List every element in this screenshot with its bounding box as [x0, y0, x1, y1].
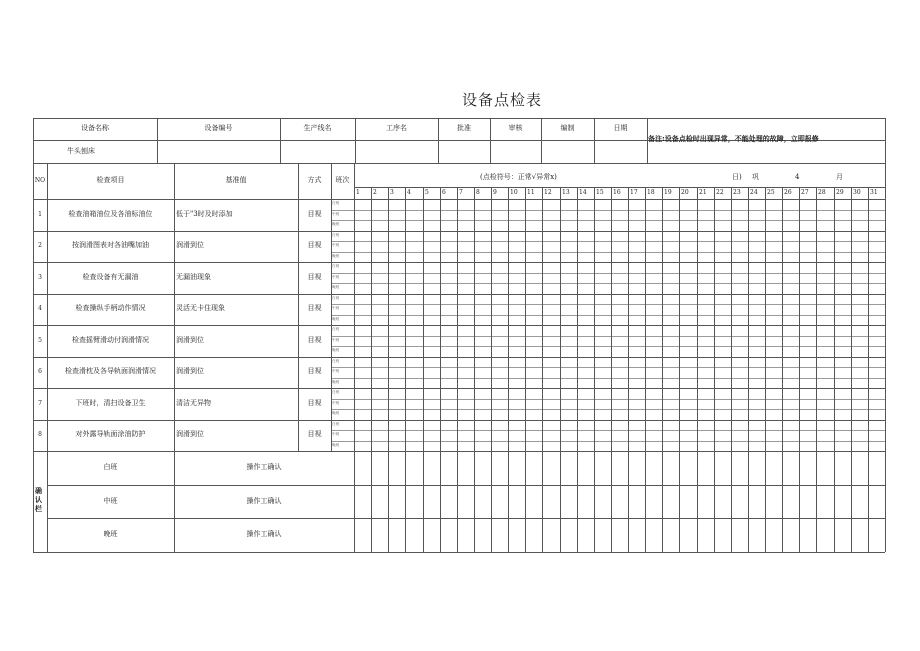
item-7-shift-1: 白班 — [332, 390, 340, 394]
day-number-12: 12 — [544, 189, 552, 196]
confirm-shift-2: 中班 — [103, 496, 118, 505]
table-rule — [331, 283, 885, 284]
day-number-17: 17 — [630, 189, 638, 196]
item-name-3: 检查设备有无漏油 — [82, 272, 139, 281]
table-rule — [628, 187, 629, 552]
table-rule — [542, 187, 543, 552]
header-label-4: 工序名 — [386, 124, 407, 132]
day-number-21: 21 — [699, 189, 707, 196]
table-rule — [33, 231, 885, 232]
table-rule — [331, 241, 885, 242]
table-rule — [508, 187, 509, 552]
table-rule — [594, 187, 595, 552]
period-year-label: 巩 — [752, 173, 759, 181]
table-rule — [33, 357, 885, 358]
item-method-5: 目视 — [307, 335, 322, 344]
table-rule — [331, 409, 885, 410]
header-label-3: 生产线名 — [303, 124, 332, 132]
item-1-shift-3: 晚班 — [332, 222, 340, 226]
day-number-1: 1 — [356, 189, 360, 196]
item-no-3: 3 — [38, 273, 42, 281]
item-no-7: 7 — [38, 399, 42, 407]
item-2-shift-2: 中班 — [332, 243, 340, 247]
table-rule — [405, 187, 406, 552]
item-name-5: 检查摇臂滑动付润滑情况 — [72, 335, 149, 344]
table-rule — [331, 441, 885, 442]
table-rule — [474, 187, 475, 552]
item-6-shift-3: 晚班 — [332, 379, 340, 384]
table-rule — [47, 485, 885, 486]
item-4-shift-3: 晚班 — [332, 316, 340, 321]
item-name-8: 对外露导轨面涂油防护 — [75, 430, 146, 439]
table-rule — [885, 163, 886, 552]
table-rule — [33, 420, 885, 421]
table-rule — [33, 163, 34, 552]
item-method-8: 目视 — [307, 430, 322, 439]
item-method-7: 目视 — [307, 398, 322, 407]
day-number-20: 20 — [681, 189, 689, 196]
item-no-1: 1 — [38, 210, 42, 218]
header-label-1: 设备名称 — [81, 124, 109, 132]
item-6-shift-2: 中班 — [332, 369, 340, 373]
table-rule — [33, 163, 885, 164]
table-rule — [731, 187, 732, 552]
period-day-label: 日) — [732, 173, 742, 181]
table-rule — [799, 187, 800, 552]
item-name-4: 检查操纵手柄动作情况 — [75, 304, 146, 313]
table-rule — [440, 187, 441, 552]
header-label-8: 日期 — [613, 124, 628, 132]
header-label-6: 审核 — [508, 124, 523, 132]
day-number-26: 26 — [784, 189, 792, 196]
header-label-7: 编制 — [560, 124, 575, 132]
day-number-31: 31 — [870, 189, 878, 196]
item-name-2: 按润滑图表对各油嘴加油 — [72, 241, 149, 250]
item-no-5: 5 — [38, 336, 42, 344]
day-number-5: 5 — [425, 189, 429, 196]
item-method-2: 目视 — [307, 241, 322, 250]
table-rule — [33, 199, 885, 200]
table-rule — [491, 187, 492, 552]
table-rule — [47, 163, 48, 552]
table-rule — [457, 187, 458, 552]
day-number-16: 16 — [613, 189, 621, 196]
day-number-25: 25 — [767, 189, 775, 196]
item-no-6: 6 — [38, 368, 42, 376]
col-header-method: 方式 — [307, 176, 322, 184]
remark-note: 备注:设备点检时出现异常，不能处理的故障，立即报修 — [648, 135, 819, 143]
item-2-shift-1: 白班 — [332, 232, 340, 237]
day-number-11: 11 — [527, 189, 535, 196]
table-rule — [423, 187, 424, 552]
table-rule — [354, 187, 885, 188]
period-month-num: 4 — [795, 173, 800, 181]
item-2-shift-3: 晚班 — [332, 253, 340, 258]
item-1-shift-1: 白班 — [332, 201, 340, 205]
table-rule — [662, 187, 663, 552]
table-rule — [331, 163, 332, 451]
table-rule — [331, 430, 885, 431]
table-rule — [782, 187, 783, 552]
item-3-shift-2: 中班 — [332, 274, 340, 279]
day-number-10: 10 — [510, 189, 518, 196]
table-rule — [577, 187, 578, 552]
item-8-shift-3: 晚班 — [332, 442, 340, 447]
confirm-shift-3: 晚班 — [103, 530, 118, 539]
confirm-side-label: 确认栏 — [35, 487, 42, 513]
day-number-24: 24 — [750, 189, 758, 196]
table-rule — [331, 399, 885, 400]
table-rule — [331, 210, 885, 211]
item-method-3: 目视 — [307, 272, 322, 281]
item-5-shift-2: 中班 — [332, 337, 340, 342]
day-number-30: 30 — [853, 189, 861, 196]
header-label-5: 批准 — [457, 124, 471, 132]
table-rule — [331, 346, 885, 347]
item-1-shift-2: 中班 — [332, 211, 340, 216]
day-number-15: 15 — [596, 189, 604, 196]
table-rule — [354, 163, 355, 552]
item-name-6: 检查滑枕及各导轨面润滑情况 — [65, 367, 156, 376]
item-method-4: 目视 — [307, 304, 322, 313]
item-8-shift-1: 白班 — [332, 421, 340, 426]
item-8-shift-2: 中班 — [332, 432, 340, 436]
table-rule — [331, 336, 885, 337]
day-number-7: 7 — [459, 189, 463, 196]
table-rule — [645, 187, 646, 552]
item-3-shift-1: 白班 — [332, 264, 340, 268]
item-name-1: 检查油箱油位及各油标油位 — [68, 209, 153, 218]
confirm-label-2: 操作工确认 — [246, 496, 282, 505]
header-label-2: 设备编号 — [204, 124, 233, 132]
item-no-8: 8 — [38, 431, 42, 439]
item-4-shift-2: 中班 — [332, 306, 340, 310]
day-number-8: 8 — [476, 189, 480, 196]
table-rule — [331, 252, 885, 253]
col-header-shift: 班次 — [335, 176, 350, 184]
table-rule — [714, 187, 715, 552]
table-rule — [851, 187, 852, 552]
day-number-22: 22 — [716, 189, 724, 196]
table-rule — [331, 273, 885, 274]
day-number-19: 19 — [664, 189, 672, 196]
table-rule — [174, 163, 175, 552]
table-rule — [331, 378, 885, 379]
table-rule — [33, 451, 885, 452]
table-rule — [748, 187, 749, 552]
item-method-6: 目视 — [307, 367, 322, 376]
col-header-no: NO — [34, 177, 46, 184]
item-standard-2: 润滑到位 — [176, 241, 204, 250]
item-standard-4: 灵活无卡住现象 — [176, 304, 225, 313]
table-rule — [371, 187, 372, 552]
day-number-2: 2 — [373, 189, 377, 196]
item-standard-7: 清洁无异物 — [176, 398, 211, 407]
table-rule — [331, 367, 885, 368]
table-rule — [33, 388, 885, 389]
table-rule — [33, 118, 885, 119]
item-method-1: 目视 — [307, 209, 322, 218]
day-number-27: 27 — [801, 189, 809, 196]
item-7-shift-3: 晚班 — [332, 411, 340, 415]
item-standard-5: 润滑到位 — [176, 335, 204, 344]
table-rule — [331, 315, 885, 316]
table-rule — [697, 187, 698, 552]
confirm-shift-1: 白班 — [103, 462, 118, 471]
equipment-name-value: 牛头刨床 — [67, 147, 95, 155]
table-rule — [765, 187, 766, 552]
confirm-label-3: 操作工确认 — [246, 530, 282, 539]
item-name-7: 下班时，清扫设备卫生 — [75, 398, 146, 407]
table-rule — [816, 187, 817, 552]
day-number-6: 6 — [442, 189, 446, 196]
sheet-title: 设备点检表 — [462, 91, 543, 109]
table-rule — [33, 294, 885, 295]
item-5-shift-3: 晚班 — [332, 348, 340, 352]
item-standard-8: 润滑到位 — [176, 430, 204, 439]
table-rule — [868, 187, 869, 552]
table-rule — [331, 220, 885, 221]
item-5-shift-1: 白班 — [332, 327, 340, 331]
period-month-label: 月 — [836, 173, 843, 181]
item-3-shift-3: 晚班 — [332, 285, 340, 289]
col-header-item: 检查项目 — [96, 176, 125, 184]
table-rule — [47, 518, 885, 519]
day-number-28: 28 — [818, 189, 826, 196]
table-rule — [834, 187, 835, 552]
table-rule — [33, 262, 885, 263]
table-rule — [33, 325, 885, 326]
day-number-23: 23 — [733, 189, 741, 196]
table-rule — [33, 552, 885, 553]
day-number-13: 13 — [562, 189, 570, 196]
confirm-label-1: 操作工确认 — [246, 462, 282, 471]
table-rule — [611, 187, 612, 552]
col-header-standard: 基准值 — [225, 176, 247, 184]
day-number-18: 18 — [647, 189, 655, 196]
item-7-shift-2: 中班 — [332, 400, 340, 405]
day-number-29: 29 — [836, 189, 844, 196]
table-rule — [298, 163, 299, 451]
item-6-shift-1: 白班 — [332, 358, 340, 363]
legend-text: (点检符号：正常√异常x) — [480, 173, 557, 181]
day-number-3: 3 — [390, 189, 394, 196]
item-standard-6: 润滑到位 — [176, 367, 204, 376]
table-rule — [525, 187, 526, 552]
item-standard-3: 无漏油现象 — [176, 272, 211, 281]
day-number-9: 9 — [493, 189, 497, 196]
item-4-shift-1: 白班 — [332, 295, 340, 300]
table-rule — [885, 118, 886, 163]
table-rule — [560, 187, 561, 552]
item-no-2: 2 — [38, 242, 42, 250]
table-rule — [388, 187, 389, 552]
table-rule — [679, 187, 680, 552]
day-number-14: 14 — [579, 189, 587, 196]
day-number-4: 4 — [407, 189, 411, 196]
item-no-4: 4 — [38, 305, 42, 313]
item-standard-1: 低于"3时及时添加 — [176, 209, 233, 218]
table-rule — [331, 304, 885, 305]
